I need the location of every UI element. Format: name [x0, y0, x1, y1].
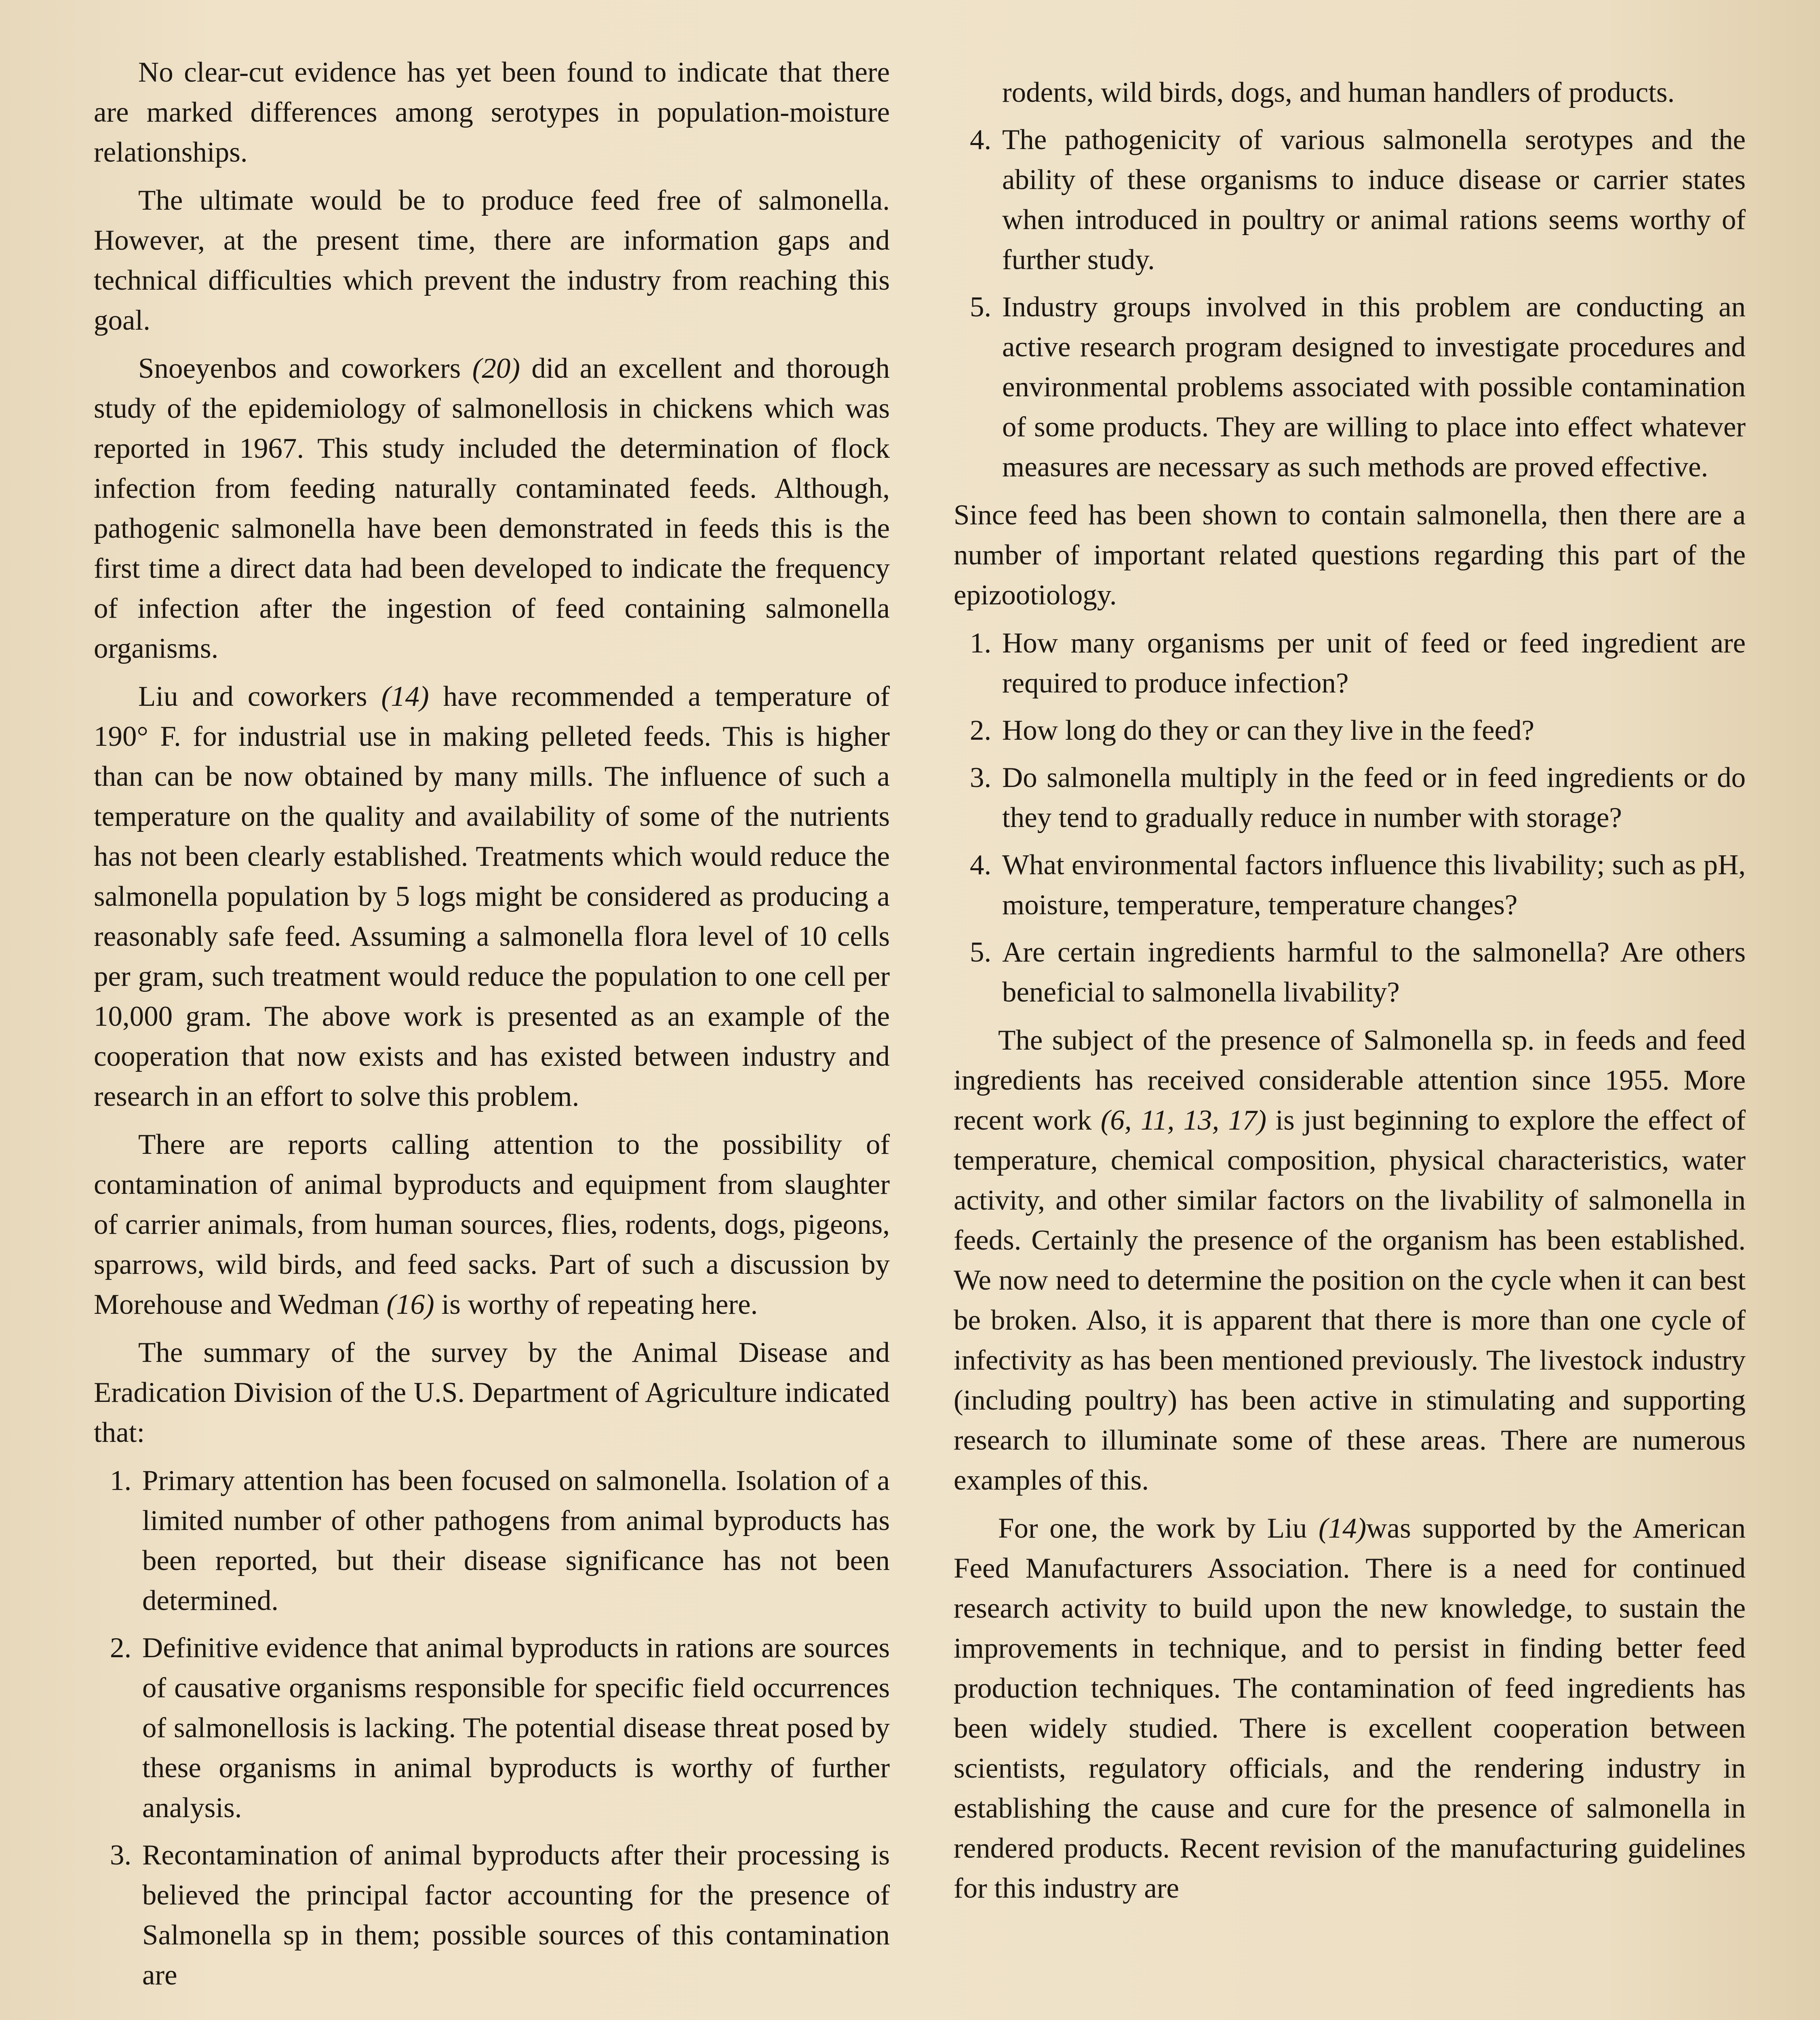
- paragraph-ultimate: The ultimate would be to produce feed free of salmonella. However, at the present time, there are information gaps and technical difficulties which prevent the industry from reaching this goal.: [94, 185, 890, 336]
- paragraph-snoeyenbos: Snoeyenbos and coworkers (20) did an excellent and thorough study of the epidemiology of salmonellosis in chickens which was reported in 1967. This study included the determination of flock infection from feeding naturally contaminated feeds. Although, pathogenic salmonella have been demonstrated in feeds this is the first time a direct data had been developed to indicate the frequency of infection after the ingestion of feed containing salmonella organisms.: [94, 353, 890, 664]
- list-item: 2. Definitive evidence that animal byproducts in rations are sources of causative organisms responsible for specific field occurrences of salmonellosis is lacking. The potential disease threat posed by these organisms in animal byproducts is worthy of further analysis.: [110, 1632, 890, 1824]
- questions-list: [954, 623, 1746, 1012]
- list-item-continuation: rodents, wild birds, dogs, and human handlers of products.: [1002, 77, 1675, 108]
- citation-14: (14): [1318, 1513, 1367, 1544]
- paragraph-contamination-reports: There are reports calling attention to the possibility of contamination of animal byproducts and equipment from slaughter of carrier animals, from human sources, flies, rodents, dogs, pigeons, sparrows, wild birds, and feed sacks. Part of such a discussion by Morehouse and Wedman (16) is worthy of repeating here.: [94, 1129, 890, 1320]
- survey-findings-list-continued: [954, 73, 1746, 487]
- citation-16: (16): [386, 1289, 434, 1320]
- list-item: 4. The pathogenicity of various salmonella serotypes and the ability of these organisms to induce disease or carrier states when introduced in poultry or animal rations seems worthy of further study.: [970, 124, 1746, 276]
- paragraph-serotypes: No clear-cut evidence has yet been found to indicate that there are marked differences among serotypes in population-moisture relationships.: [94, 57, 890, 168]
- right-column: [954, 73, 1746, 1917]
- paragraph-subject: The subject of the presence of Salmonella sp. in feeds and feed ingredients has received considerable attention since 1955. More recent work (6, 11, 13, 17) is just beginning to explore the effect of temperature, chemical composition, physical characteristics, water activity, and other similar factors on the livability of salmonella in feeds. Certainly the presence of the organism has been established. We now need to determine the position on the cycle when it can best be broken. Also, it is apparent that there is more than one cycle of infectivity as has been mentioned previously. The livestock industry (including poultry) has been active in stimulating and supporting research to illuminate some of these areas. There are numerous examples of this.: [954, 1025, 1746, 1496]
- list-item: 1. Primary attention has been focused on salmonella. Isolation of a limited number of other pathogens from animal byproducts has been reported, but their disease significance has not been determined.: [110, 1465, 890, 1616]
- citation-20: (20): [472, 353, 520, 384]
- citation-14: (14): [381, 681, 429, 712]
- citation-6-11-13-17: (6, 11, 13, 17): [1100, 1105, 1267, 1136]
- list-item: 2. How long do they or can they live in the feed?: [970, 715, 1535, 746]
- list-item: 4. What environmental factors influence this livability; such as pH, moisture, temperature, temperature changes?: [970, 849, 1746, 921]
- paragraph-survey-summary: The summary of the survey by the Animal Disease and Eradication Division of the U.S. Department of Agriculture indicated that:: [94, 1337, 890, 1448]
- paragraph-since-feed: Since feed has been shown to contain salmonella, then there are a number of important related questions regarding this part of the epizootiology.: [954, 499, 1746, 611]
- list-item: 5. Are certain ingredients harmful to the salmonella? Are others beneficial to salmonella livability?: [970, 936, 1746, 1008]
- list-item: 1. How many organisms per unit of feed or feed ingredient are required to produce infection?: [970, 627, 1746, 699]
- list-item: 5. Industry groups involved in this problem are conducting an active research program designed to investigate procedures and environmental problems associated with possible contamination of some products. They are willing to place into effect whatever measures are necessary as such methods are proved effective.: [970, 291, 1746, 483]
- survey-findings-list: [94, 1461, 890, 1995]
- paragraph-liu: Liu and coworkers (14) have recommended a temperature of 190° F. for industrial use in making pelleted feeds. This is higher than can be now obtained by many mills. The influence of such a temperature on the quality and availability of some of the nutrients has not been clearly established. Treatments which would reduce the salmonella population by 5 logs might be considered as producing a reasonably safe feed. Assuming a salmonella flora level of 10 cells per gram, such treatment would reduce the population to one cell per 10,000 gram. The above work is presented as an example of the cooperation that now exists and has existed between industry and research in an effort to solve this problem.: [94, 681, 890, 1112]
- list-item: 3. Recontamination of animal byproducts after their processing is believed the principal factor accounting for the presence of Salmonella sp in them; possible sources of this contamination are: [110, 1839, 890, 1991]
- left-column: [94, 53, 890, 2003]
- paragraph-for-one: For one, the work by Liu (14)was supported by the American Feed Manufacturers Association. There is a need for continued research activity to build upon the new knowledge, to sustain the improvements in technique, and to persist in finding better feed production techniques. The contamination of feed ingredients has been widely studied. There is excellent cooperation between scientists, regulatory officials, and the rendering industry in establishing the cause and cure for the presence of salmonella in rendered products. Recent revision of the manufacturing guidelines for this industry are: [954, 1513, 1746, 1904]
- list-item: 3. Do salmonella multiply in the feed or in feed ingredients or do they tend to gradually reduce in number with storage?: [970, 762, 1746, 833]
